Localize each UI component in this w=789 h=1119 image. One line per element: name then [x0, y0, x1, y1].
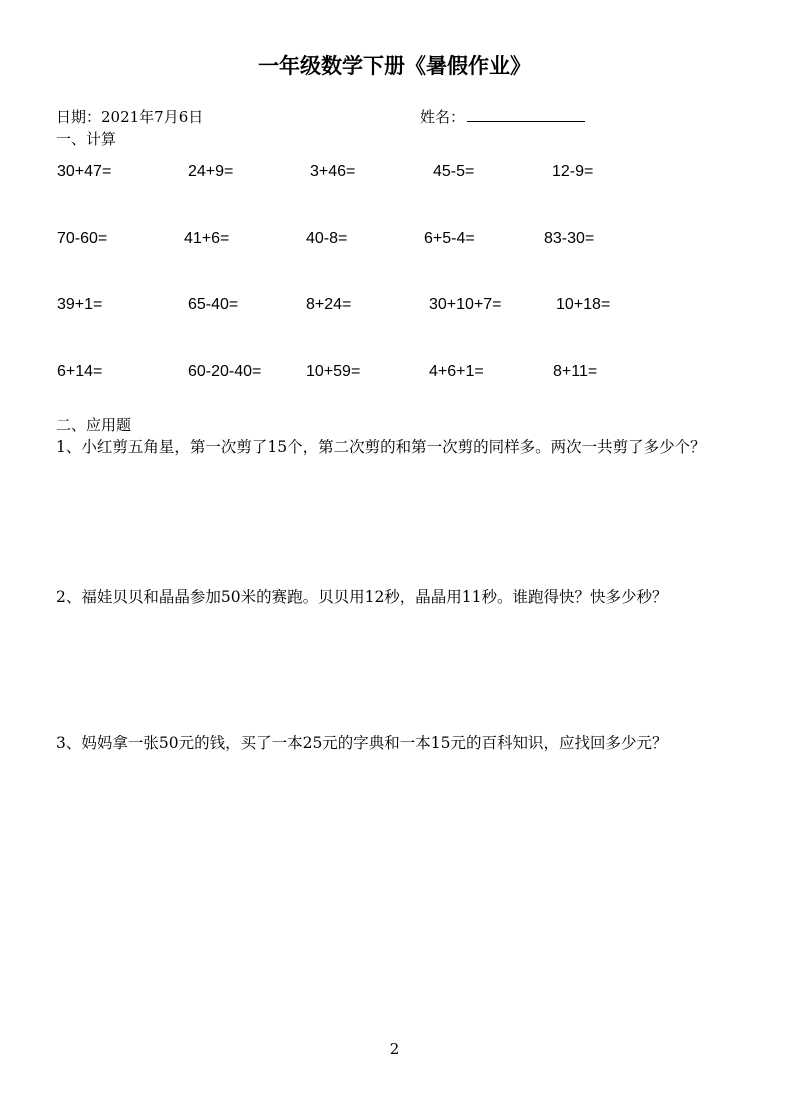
calc-item: 12-9= [552, 163, 594, 180]
calc-item: 3+46= [310, 163, 356, 180]
calc-item: 10+59= [306, 363, 361, 380]
page-number: 2 [389, 1040, 400, 1058]
name-blank-line [467, 107, 585, 122]
calc-item: 40-8= [306, 230, 348, 247]
calc-row [0, 163, 789, 187]
calc-row [0, 230, 789, 254]
section-word-problems-heading: 二、应用题 [56, 416, 132, 434]
word-problem-2: 2、福娃贝贝和晶晶参加50米的赛跑。贝贝用12秒，晶晶用11秒。谁跑得快？快多少秒？ [56, 588, 668, 606]
calc-item: 4+6+1= [429, 363, 484, 380]
calc-item: 39+1= [57, 296, 103, 313]
section-calculation-heading: 一、计算 [56, 130, 117, 148]
page-title: 一年级数学下册《暑假作业》 [258, 54, 531, 78]
calc-row [0, 296, 789, 320]
calc-item: 6+14= [57, 363, 103, 380]
name-field [420, 106, 585, 127]
date-field: 日期：2021年7月6日 [56, 108, 204, 126]
calc-item: 10+18= [556, 296, 611, 313]
calc-item: 83-30= [544, 230, 595, 247]
calc-item: 65-40= [188, 296, 239, 313]
word-problem-1: 1、小红剪五角星，第一次剪了15个，第二次剪的和第一次剪的同样多。两次一共剪了多少个？ [56, 438, 706, 456]
calc-item: 8+11= [553, 363, 598, 380]
calc-item: 30+47= [57, 163, 112, 180]
word-problem-3: 3、妈妈拿一张50元的钱，买了一本25元的字典和一本15元的百科知识，应找回多少元？ [56, 734, 668, 752]
calc-item: 30+10+7= [429, 296, 502, 313]
calc-item: 60-20-40= [188, 363, 262, 380]
calc-item: 24+9= [188, 163, 234, 180]
calc-item: 70-60= [57, 230, 108, 247]
name-label: 姓名： [420, 108, 466, 126]
calc-item: 8+24= [306, 296, 352, 313]
calc-item: 41+6= [184, 230, 230, 247]
calc-item: 6+5-4= [424, 230, 475, 247]
calc-item: 45-5= [433, 163, 475, 180]
calc-row [0, 363, 789, 387]
